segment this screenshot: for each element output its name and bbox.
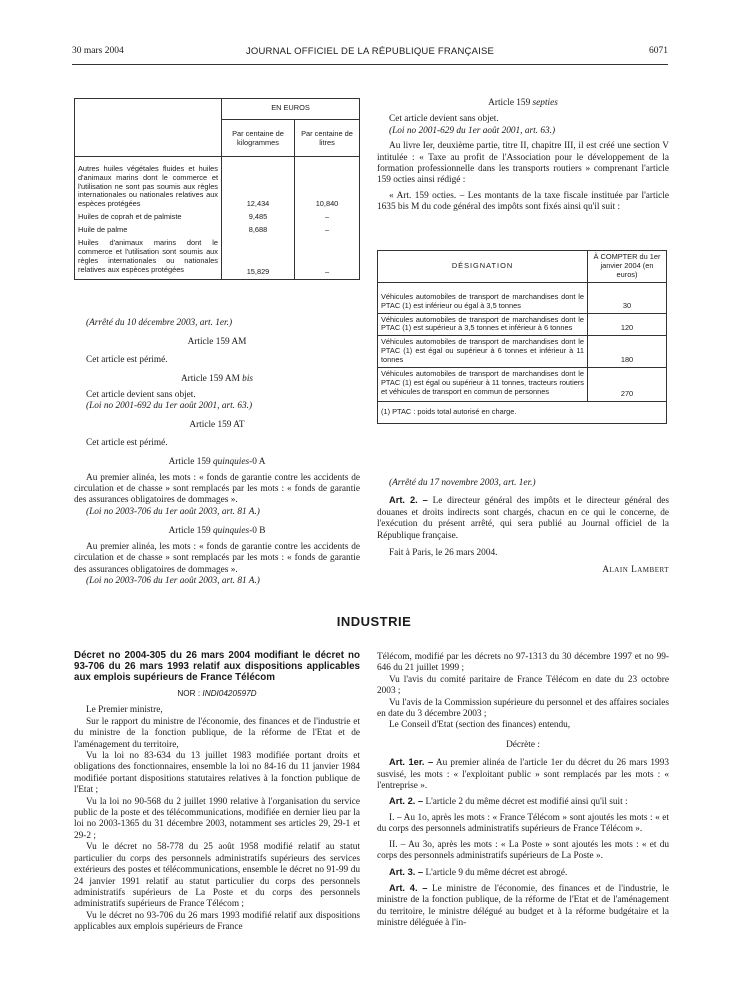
paragraph: Cet article est périmé. (86, 354, 168, 365)
table-row (378, 313, 667, 336)
row-label: Véhicules automobiles de transport de marchandises dont le PTAC (1) est égal ou supérieur à 6 tonnes et inférieur à 11 tonnes (378, 336, 588, 368)
article-paragraph (377, 883, 669, 930)
paragraph: Vu le décret no 93-706 du 26 mars 1993 modifié relatif aux dispositions applicables aux emplois supérieurs de France (74, 910, 360, 933)
decree-right-column (377, 652, 669, 930)
signing-place-date: Fait à Paris, le 26 mars 2004. (389, 548, 498, 559)
article-paragraph (377, 796, 669, 808)
paragraph: Au livre Ier, deuxième partie, titre II, chapitre III, il est créé une section V intitulée : « Taxe au profit de l'Association pour le développement de la formation professionnelle dans les transports routiers » comprenant l'article 159 octies ainsi rédigé : (377, 141, 669, 186)
paragraph: Cet article devient sans objet. (389, 114, 499, 125)
article-heading (377, 98, 669, 109)
paragraph: Cet article est périmé. (86, 437, 168, 448)
article-heading-number: Article 159 (168, 457, 213, 468)
table-footnote: (1) PTAC : poids total autorisé en charge. (378, 401, 667, 423)
paragraph: I. – Au 1o, après les mots : « France Télécom » sont ajoutés les mots : « et du corps des personnels administratifs supérieurs de France Télécom ». (377, 812, 669, 835)
reference: (Arrêté du 17 novembre 2003, art. 1er.) (389, 478, 536, 488)
article-heading-tail: -0 B (249, 526, 266, 537)
article-text: L'article 9 du même décret est abrogé. (425, 867, 568, 878)
paragraph: Vu l'avis de la Commission supérieure du personnel et des affaires sociales en date du 3 décembre 2003 ; (377, 697, 669, 720)
header-date: 30 mars 2004 (72, 46, 124, 56)
article-paragraph (377, 867, 669, 879)
article-text: Le ministre de l'économie, des finances et de l'industrie, le ministre de la fonction publique, de la réforme de l'Etat et de l'aménagement du territoire, le ministre délégué au budget et à la réforme budgétaire et la ministre déléguée à l'in- (377, 883, 669, 929)
article-heading-suffix: septies (532, 98, 558, 108)
nor-reference (74, 688, 360, 699)
decree-title: Décret no 2004-305 du 26 mars 2004 modifiant le décret no 93-706 du 26 mars 1993 relatif aux dispositions applicables aux emplois supérieurs de France Télécom (74, 650, 360, 683)
article-heading-number: Article 159 (168, 526, 213, 537)
paragraph: Vu l'avis du comité paritaire de France Télécom en date du 23 octobre 2003 ; (377, 674, 669, 697)
article-label: Art. 4. – (389, 882, 428, 893)
page-number: 6071 (649, 46, 668, 56)
header-rule (72, 64, 668, 65)
article-heading (74, 526, 360, 537)
decrees-heading: Décrète : (506, 739, 540, 750)
table-row (75, 211, 360, 224)
col-header-kg: Par centaine de kilogrammes (222, 119, 295, 156)
article-paragraph (377, 757, 669, 792)
paragraph: Le Premier ministre, (86, 705, 163, 716)
article-text: Le directeur général des impôts et le directeur général des douanes et droits indirects sont chargés, chacun en ce qui le concerne, de l'exécution du présent arrêté, qui sera publié au Journal officiel de la République française. (377, 496, 669, 541)
col-header-amount: À COMPTER du 1er janvier 2004 (en euros) (588, 251, 667, 283)
paragraph: II. – Au 3o, après les mots : « La Poste » sont ajoutés les mots : « et du corps des personnels administratifs supérieurs de La Poste ». (377, 839, 669, 862)
row-label: Huile de palme (75, 224, 222, 237)
table-row (378, 336, 667, 368)
row-value-litres: – (295, 237, 360, 279)
article-2-paragraph (377, 495, 669, 542)
row-label: Véhicules automobiles de transport de marchandises dont le PTAC (1) est égal ou supérieur à 11 tonnes, tracteurs routiers et véhicules de transport en commun de personnes (378, 368, 588, 402)
row-value: 30 (588, 282, 667, 313)
col-header-litres: Par centaine de litres (295, 119, 360, 156)
row-value-litres: – (295, 211, 360, 224)
row-label: Huiles d'animaux marins dont le commerce et l'utilisation sont soumis aux règles internationales ou nationales relatives aux espèces protégées (75, 237, 222, 279)
row-value-kg: 8,688 (222, 224, 295, 237)
reference: (Arrêté du 10 décembre 2003, art. 1er.) (86, 318, 233, 328)
article-label: Art. 2. – (389, 796, 424, 807)
article-heading: Article 159 AM (187, 337, 247, 348)
training-tax-table (377, 250, 667, 424)
table-row (75, 156, 360, 211)
paragraph: Cet article devient sans objet. (86, 389, 196, 400)
paragraph: Au premier alinéa, les mots : « fonds de garantie contre les accidents de circulation et de chasse » sont remplacés par les mots : « fonds de garantie des assurances obligatoires de dommages ». (74, 541, 360, 575)
paragraph: Vu le décret no 58-778 du 25 août 1958 modifié relatif au statut particulier du corps des personnels administratifs supérieurs des services extérieurs des postes et télécommunications, ensemble le décret no 91-99 du 24 janvier 1991 relatif au statut particulier du corps des personnels administratifs supérieurs de La Poste et du corps des personnels administratifs supérieurs de France Télécom ; (74, 842, 360, 910)
row-label: Autres huiles végétales fluides et huiles d'animaux marins dont le commerce et l'utilisation ne sont pas soumis aux règles internationales ou nationales relatives aux espèces protégées (75, 156, 222, 211)
paragraph: Vu la loi no 90-568 du 2 juillet 1990 relative à l'organisation du service public de la poste et des télécommunications, modifiée en dernier lieu par la loi no 2003-1365 du 31 décembre 2003, notamment ses articles 29, 29-1 et 29-2 ; (74, 796, 360, 841)
reference: (Loi no 2001-692 du 1er août 2001, art. 63.) (86, 401, 253, 412)
row-label: Véhicules automobiles de transport de marchandises dont le PTAC (1) est supérieur à 3,5 tonnes et inférieur à 6 tonnes (378, 313, 588, 336)
article-heading: Article 159 AT (189, 420, 245, 431)
reference: (Loi no 2001-629 du 1er août 2001, art. 63.) (389, 125, 556, 136)
article-heading-suffix: quinquies (212, 457, 250, 468)
nor-label: NOR : (177, 689, 203, 698)
row-value-litres: – (295, 224, 360, 237)
article-heading (74, 457, 360, 468)
row-value-litres: 10,840 (295, 156, 360, 211)
row-value-kg: 12,434 (222, 156, 295, 211)
row-value-kg: 15,829 (222, 237, 295, 279)
article-heading-number: Article 159 (488, 98, 533, 108)
right-column-bottom (377, 478, 669, 577)
article-text: Au premier alinéa de l'article 1er du décret du 26 mars 1993 susvisé, les mots : « l'exploitant public » sont remplacés par les mots : « l'entreprise ». (377, 758, 670, 792)
right-column-top (377, 98, 669, 214)
article-heading (74, 374, 360, 385)
section-heading: INDUSTRIE (336, 614, 412, 629)
nor-code: INDI0420597D (202, 689, 257, 698)
journal-title: JOURNAL OFFICIEL DE LA RÉPUBLIQUE FRANÇAISE (245, 46, 495, 57)
table-row (75, 237, 360, 279)
paragraph: « Art. 159 octies. – Les montants de la taxe fiscale instituée par l'article 1635 bis M du code général des impôts sont fixés ainsi qu'il suit : (377, 190, 669, 213)
article-label: Art. 1er. – (389, 757, 434, 768)
article-heading-suffix: bis (242, 374, 254, 385)
row-label: Véhicules automobiles de transport de marchandises dont le PTAC (1) est inférieur ou égal à 3,5 tonnes (378, 282, 588, 313)
paragraph: Vu la loi no 83-634 du 13 juillet 1983 modifiée portant droits et obligations des fonctionnaires, ensemble la loi no 84-16 du 11 janvier 1984 modifiée portant dispositions statutaires relatives à la fonction publique de l'Etat ; (74, 751, 360, 796)
reference: (Loi no 2003-706 du 1er août 2003, art. 81 A.) (86, 575, 260, 586)
article-text: L'article 2 du même décret est modifié ainsi qu'il suit : (425, 797, 628, 808)
row-value: 270 (588, 368, 667, 402)
table-empty-header (75, 99, 222, 157)
article-heading-tail: -0 A (249, 457, 266, 468)
article-heading-number: Article 159 AM (180, 374, 243, 385)
paragraph: Sur le rapport du ministre de l'économie, des finances et de l'industrie et du ministre de la fonction publique, de la réforme de l'Etat et de l'aménagement du territoire, (74, 716, 360, 750)
col-header-designation: DÉSIGNATION (378, 251, 588, 283)
reference: (Loi no 2003-706 du 1er août 2003, art. 81 A.) (86, 506, 260, 517)
table-row (378, 282, 667, 313)
table-row (75, 224, 360, 237)
article-label: Art. 3. – (389, 866, 424, 877)
article-label: Art. 2. – (389, 495, 428, 506)
table-row (378, 368, 667, 402)
left-column-text (74, 318, 360, 587)
table-currency-header: EN EUROS (222, 99, 360, 120)
paragraph: Le Conseil d'Etat (section des finances) entendu, (389, 720, 571, 731)
row-value-kg: 9,485 (222, 211, 295, 224)
row-value: 120 (588, 313, 667, 336)
paragraph: Au premier alinéa, les mots : « fonds de garantie contre les accidents de circulation et de chasse » sont remplacés par les mots : « fonds de garantie des assurances obligatoires de dommages ». (74, 472, 360, 506)
article-heading-suffix: quinquies (212, 526, 250, 537)
decree-left-column (74, 650, 360, 934)
row-value: 180 (588, 336, 667, 368)
signature: Alain Lambert (602, 565, 669, 576)
row-label: Huiles de coprah et de palmiste (75, 211, 222, 224)
paragraph: Télécom, modifié par les décrets no 97-1313 du 30 décembre 1997 et no 99-646 du 21 juillet 1999 ; (377, 652, 669, 674)
oils-tax-table (74, 98, 360, 280)
